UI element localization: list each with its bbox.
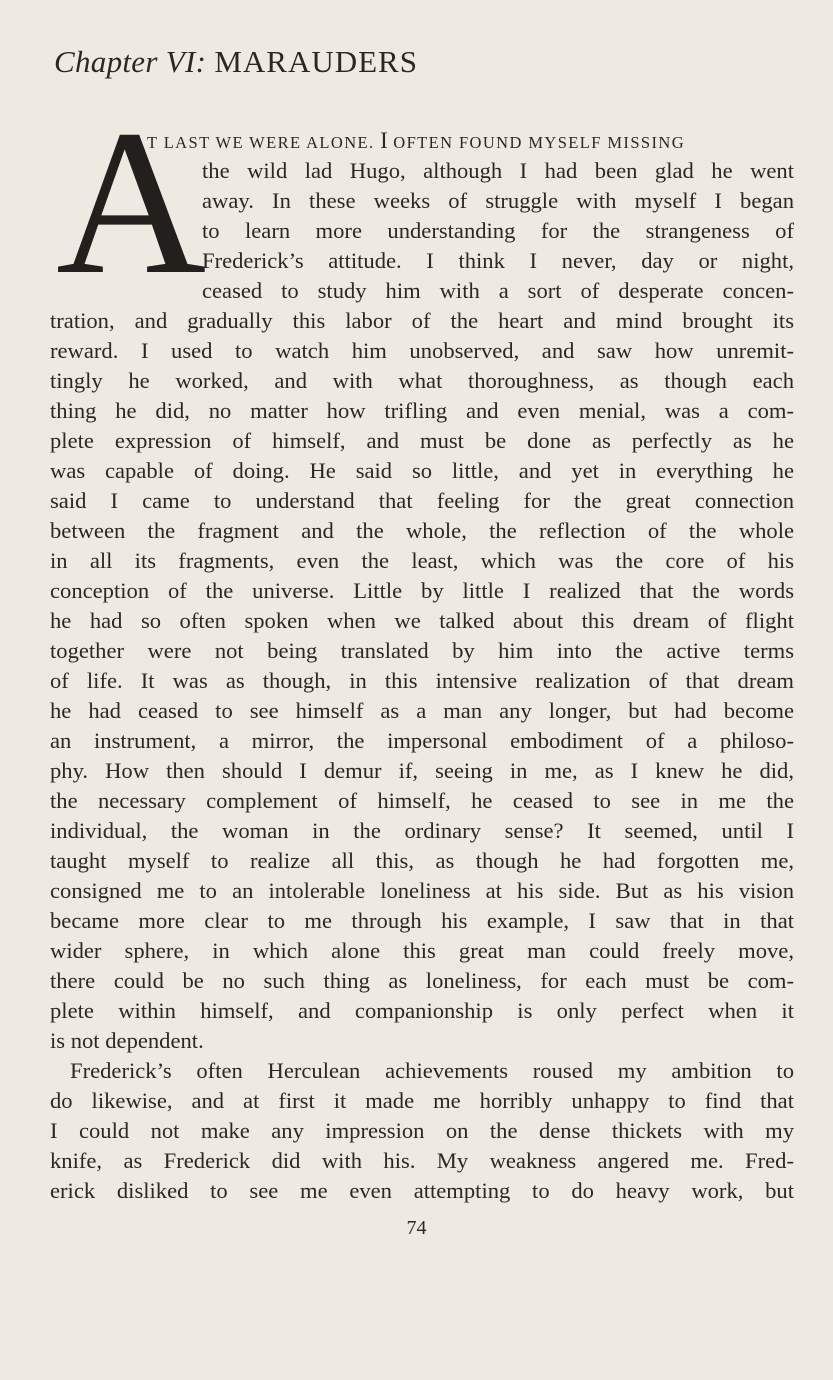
text-line: consigned me to an intolerable loneliness at his side. But as his vision bbox=[50, 878, 794, 903]
text-line: conception of the universe. Little by little I realized that the words bbox=[50, 578, 794, 603]
text-line: plete within himself, and companionship is only perfect when it bbox=[50, 998, 794, 1023]
text-line: the necessary complement of himself, he ceased to see in me the bbox=[50, 788, 794, 813]
text-line: there could be no such thing as loneliness, for each must be com- bbox=[50, 968, 794, 993]
text-line: he had ceased to see himself as a man any longer, but had become bbox=[50, 698, 794, 723]
text-line: was capable of doing. He said so little, and yet in everything he bbox=[50, 458, 794, 483]
text-line: away. In these weeks of struggle with myself I began bbox=[202, 188, 794, 213]
text-line: erick disliked to see me even attempting to do heavy work, but bbox=[50, 1178, 794, 1203]
chapter-title: MARAUDERS bbox=[214, 44, 418, 79]
text-line: the wild lad Hugo, although I had been glad he went bbox=[202, 158, 794, 183]
text-line: do likewise, and at first it made me horribly unhappy to find that bbox=[50, 1088, 794, 1113]
lead-in-text-after: OFTEN FOUND MYSELF MISSING bbox=[393, 133, 686, 152]
page-number: 74 bbox=[406, 1217, 427, 1239]
lead-in-big-letter: I bbox=[380, 128, 388, 153]
text-line: taught myself to realize all this, as though he had forgotten me, bbox=[50, 848, 794, 873]
lead-in-small-caps bbox=[147, 126, 797, 158]
paragraph-first-line: Frederick’s often Herculean achievements roused my ambition to bbox=[70, 1058, 794, 1083]
chapter-label: Chapter VI: bbox=[54, 44, 207, 79]
text-line: phy. How then should I demur if, seeing in me, as I knew he did, bbox=[50, 758, 794, 783]
body-text-block bbox=[50, 306, 794, 1206]
text-line: to learn more understanding for the strangeness of bbox=[202, 218, 794, 243]
text-line: plete expression of himself, and must be done as perfectly as he bbox=[50, 428, 794, 453]
text-line: an instrument, a mirror, the impersonal embodiment of a philoso- bbox=[50, 728, 794, 753]
text-line: tration, and gradually this labor of the heart and mind brought its bbox=[50, 308, 794, 333]
text-line: in all its fragments, even the least, which was the core of his bbox=[50, 548, 794, 573]
text-line: of life. It was as though, in this intensive realization of that dream bbox=[50, 668, 794, 693]
text-line: wider sphere, in which alone this great man could freely move, bbox=[50, 938, 794, 963]
text-line: together were not being translated by him into the active terms bbox=[50, 638, 794, 663]
chapter-heading bbox=[54, 42, 418, 82]
indented-text-block bbox=[202, 156, 794, 306]
text-line: knife, as Frederick did with his. My weakness angered me. Fred- bbox=[50, 1148, 794, 1173]
text-line: individual, the woman in the ordinary sense? It seemed, until I bbox=[50, 818, 794, 843]
text-line: tingly he worked, and with what thoroughness, as though each bbox=[50, 368, 794, 393]
text-line: became more clear to me through his example, I saw that in that bbox=[50, 908, 794, 933]
text-line: ceased to study him with a sort of desperate concen- bbox=[202, 278, 794, 303]
text-line: said I came to understand that feeling for the great connection bbox=[50, 488, 794, 513]
text-line: reward. I used to watch him unobserved, and saw how unremit- bbox=[50, 338, 794, 363]
text-line: between the fragment and the whole, the reflection of the whole bbox=[50, 518, 794, 543]
text-line: I could not make any impression on the dense thickets with my bbox=[50, 1118, 794, 1143]
paragraph-last-line: is not dependent. bbox=[50, 1028, 204, 1053]
text-line: he had so often spoken when we talked about this dream of flight bbox=[50, 608, 794, 633]
text-line: Frederick’s attitude. I think I never, day or night, bbox=[202, 248, 794, 273]
text-line: thing he did, no matter how trifling and even menial, was a com- bbox=[50, 398, 794, 423]
lead-in-text-before: T LAST WE WERE ALONE. bbox=[147, 133, 375, 152]
drop-cap-letter: A bbox=[56, 87, 207, 317]
